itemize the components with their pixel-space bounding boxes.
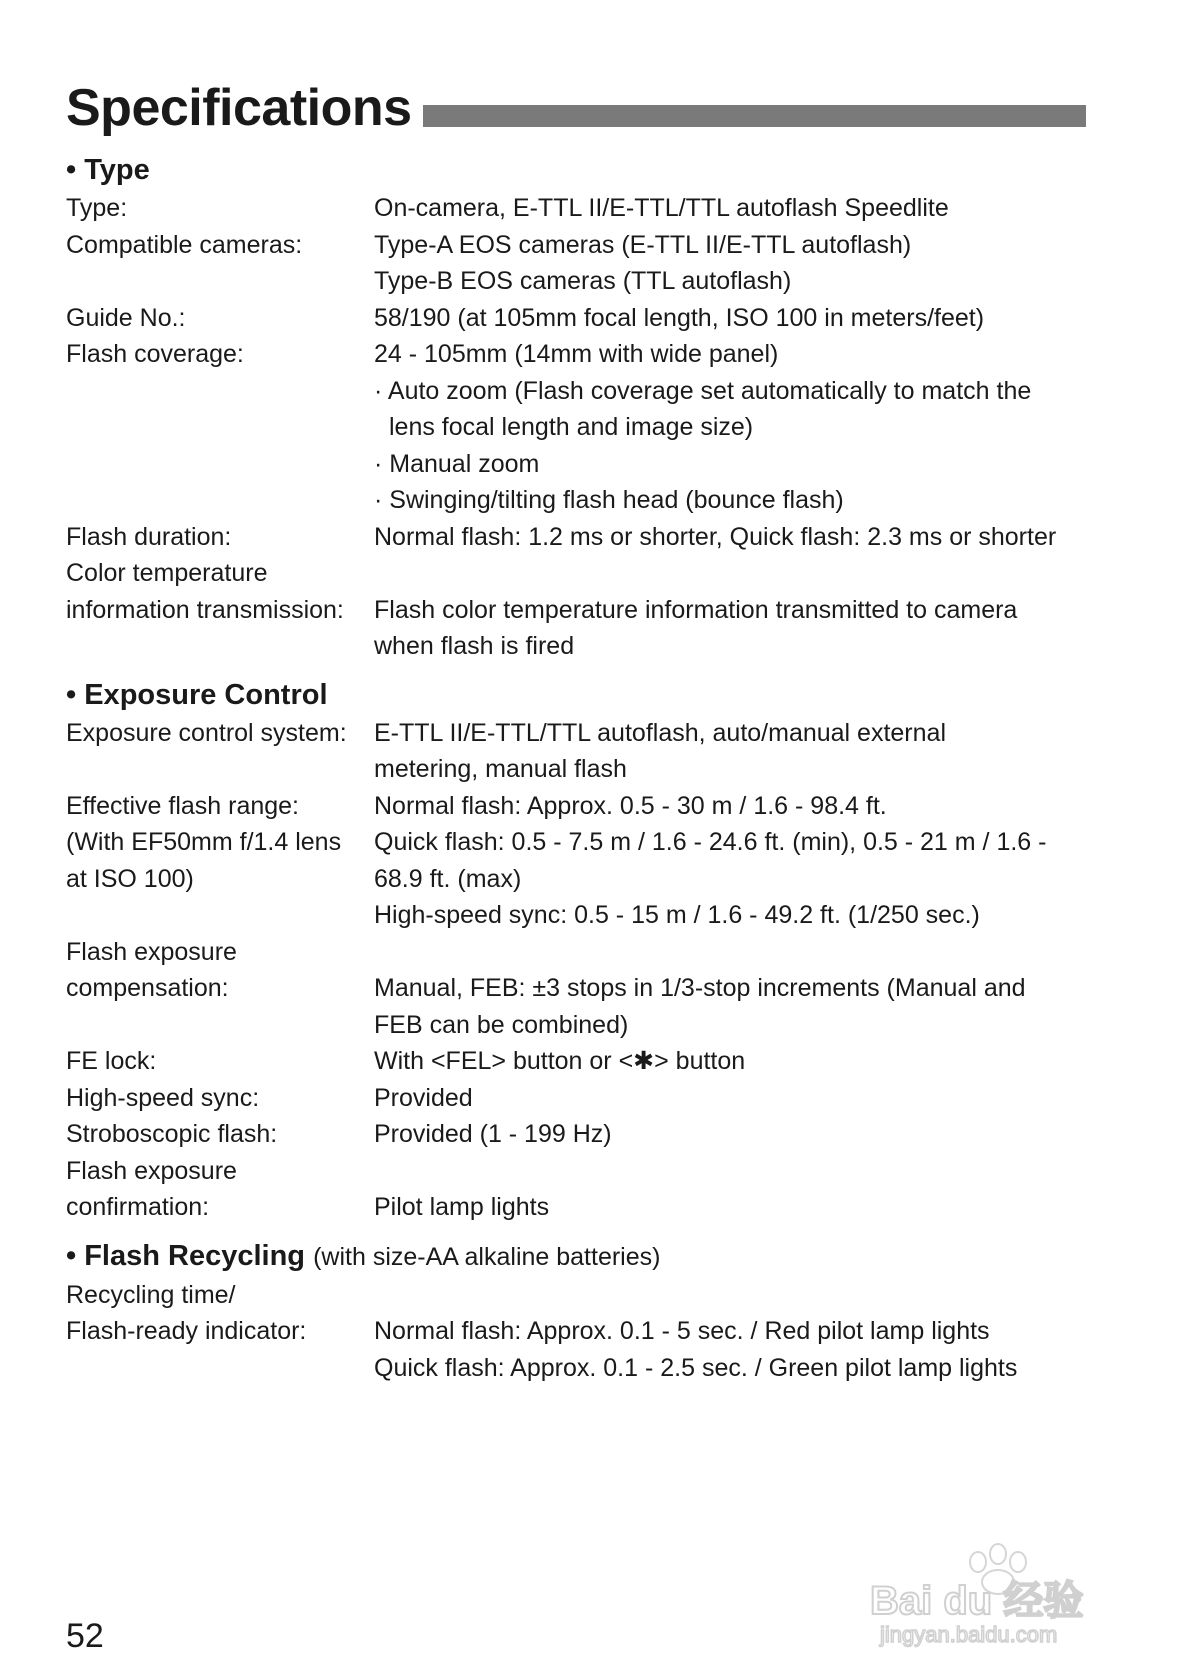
spec-row: [66, 1350, 1096, 1387]
spec-row: [66, 336, 1096, 373]
spec-label: Color temperature: [66, 559, 268, 587]
spec-value: Provided (1 - 199 Hz): [374, 1120, 612, 1148]
spec-section: [66, 1236, 1096, 1387]
spec-value: FEB can be combined): [374, 1010, 629, 1039]
spec-value: Quick flash: Approx. 0.1 - 2.5 sec. / Green pilot lamp lights: [374, 1353, 1018, 1382]
spec-label: Flash coverage:: [66, 340, 244, 368]
spec-label: [66, 897, 374, 934]
spec-row: [66, 300, 1096, 337]
spec-value: [374, 1277, 1096, 1314]
spec-row: [66, 934, 1096, 971]
spec-row: [66, 1153, 1096, 1190]
spec-row: [66, 861, 1096, 898]
spec-label: Type:: [66, 194, 128, 222]
spec-row: [66, 1043, 1096, 1080]
spec-label: [66, 628, 374, 665]
page-header: [66, 78, 1086, 150]
spec-value: when flash is fired: [374, 632, 575, 660]
spec-row: [66, 628, 1096, 665]
spec-section: [66, 675, 1096, 1226]
spec-row: [66, 1313, 1096, 1350]
spec-value: Type-B EOS cameras (TTL autoflash): [374, 267, 792, 295]
spec-value: Normal flash: Approx. 0.5 - 30 m / 1.6 - 98.4 ft.: [374, 791, 887, 820]
spec-label: Exposure control system:: [66, 718, 347, 747]
spec-value: · Auto zoom (Flash coverage set automatically to match the: [374, 376, 1032, 405]
section-heading-note: (with size-AA alkaline batteries): [313, 1242, 661, 1271]
spec-label: [66, 263, 374, 300]
title-rule-bar: [423, 105, 1086, 127]
spec-value: lens focal length and image size): [389, 413, 754, 441]
spec-label: Compatible cameras:: [66, 230, 303, 259]
spec-label: information transmission:: [66, 595, 344, 624]
spec-label: Flash exposure: [66, 1156, 237, 1185]
spec-row: [66, 519, 1096, 556]
spec-value: On-camera, E-TTL II/E-TTL/TTL autoflash Speedlite: [374, 194, 949, 222]
spec-row: [66, 482, 1096, 519]
section-heading: [66, 150, 1096, 190]
spec-label: [66, 1350, 374, 1387]
spec-value: Quick flash: 0.5 - 7.5 m / 1.6 - 24.6 ft. (min), 0.5 - 21 m / 1.6 -: [374, 828, 1047, 856]
spec-value: High-speed sync: 0.5 - 15 m / 1.6 - 49.2 ft. (1/250 sec.): [374, 901, 980, 929]
baidu-jingyan-watermark-logo: [850, 1510, 1130, 1650]
spec-value: Provided: [374, 1083, 473, 1112]
spec-row: [66, 1080, 1096, 1117]
spec-row: [66, 970, 1096, 1007]
spec-row: [66, 592, 1096, 629]
spec-row: [66, 555, 1096, 592]
spec-label: confirmation:: [66, 1193, 210, 1221]
spec-label: Flash-ready indicator:: [66, 1317, 307, 1345]
spec-value: 24 - 105mm (14mm with wide panel): [374, 340, 779, 368]
watermark-brand-text: Bai du 经验: [870, 1579, 1084, 1623]
spec-value: · Manual zoom: [374, 449, 540, 478]
spec-label: Recycling time/: [66, 1280, 236, 1309]
bullet-icon: •: [66, 1239, 85, 1272]
spec-label: Stroboscopic flash:: [66, 1120, 278, 1148]
spec-label: Effective flash range:: [66, 791, 300, 820]
spec-label: [66, 409, 374, 446]
section-heading-text: Flash Recycling: [84, 1239, 306, 1272]
spec-row: [66, 788, 1096, 825]
spec-value: Flash color temperature information transmitted to camera: [374, 595, 1018, 624]
spec-label: Guide No.:: [66, 303, 186, 332]
spec-value: Manual, FEB: ±3 stops in 1/3-stop increments (Manual and: [374, 974, 1026, 1002]
spec-row: [66, 227, 1096, 264]
spec-row: [66, 446, 1096, 483]
spec-value: metering, manual flash: [374, 755, 627, 783]
spec-value: Type-A EOS cameras (E-TTL II/E-TTL autoflash): [374, 230, 912, 259]
spec-row: [66, 1189, 1096, 1226]
spec-row: [66, 409, 1096, 446]
watermark-url-text: jingyan.baidu.com: [880, 1622, 1058, 1647]
spec-value: · Swinging/tilting flash head (bounce flash): [374, 486, 844, 514]
spec-value: Pilot lamp lights: [374, 1193, 550, 1221]
spec-label: (With EF50mm f/1.4 lens: [66, 828, 342, 856]
section-heading: [66, 675, 1096, 715]
spec-content: [66, 150, 1096, 1396]
spec-value: With <FEL> button or <✱> button: [374, 1047, 746, 1075]
spec-row: [66, 897, 1096, 934]
section-heading-text: Exposure Control: [84, 678, 328, 711]
spec-label: at ISO 100): [66, 864, 194, 893]
spec-label: [66, 446, 374, 483]
section-heading-text: Type: [84, 154, 150, 186]
bullet-icon: •: [66, 154, 85, 186]
bullet-icon: •: [66, 678, 85, 711]
page-number: 52: [66, 1617, 104, 1655]
spec-row: [66, 263, 1096, 300]
spec-value: 58/190 (at 105mm focal length, ISO 100 in meters/feet): [374, 303, 985, 332]
spec-label: [66, 751, 374, 788]
spec-label: Flash exposure: [66, 937, 237, 966]
spec-value: Normal flash: Approx. 0.1 - 5 sec. / Red pilot lamp lights: [374, 1317, 990, 1345]
spec-row: [66, 190, 1096, 227]
spec-label: Flash duration:: [66, 522, 232, 551]
spec-row: [66, 1007, 1096, 1044]
spec-value: [374, 1153, 1096, 1190]
spec-row: [66, 715, 1096, 752]
spec-label: [66, 1007, 374, 1044]
spec-value: 68.9 ft. (max): [374, 864, 522, 893]
spec-value: [374, 555, 1096, 592]
spec-label: High-speed sync:: [66, 1083, 260, 1112]
page-title: Specifications: [66, 79, 412, 137]
spec-section: [66, 150, 1096, 665]
spec-label: compensation:: [66, 974, 229, 1002]
spec-row: [66, 1277, 1096, 1314]
spec-value: [374, 934, 1096, 971]
spec-label: [66, 373, 374, 410]
spec-row: [66, 824, 1096, 861]
spec-value: E-TTL II/E-TTL/TTL autoflash, auto/manual external: [374, 718, 946, 747]
spec-row: [66, 751, 1096, 788]
spec-row: [66, 373, 1096, 410]
section-heading: [66, 1236, 1096, 1277]
spec-row: [66, 1116, 1096, 1153]
spec-value: Normal flash: 1.2 ms or shorter, Quick flash: 2.3 ms or shorter: [374, 522, 1057, 551]
spec-label: FE lock:: [66, 1047, 157, 1075]
spec-label: [66, 482, 374, 519]
